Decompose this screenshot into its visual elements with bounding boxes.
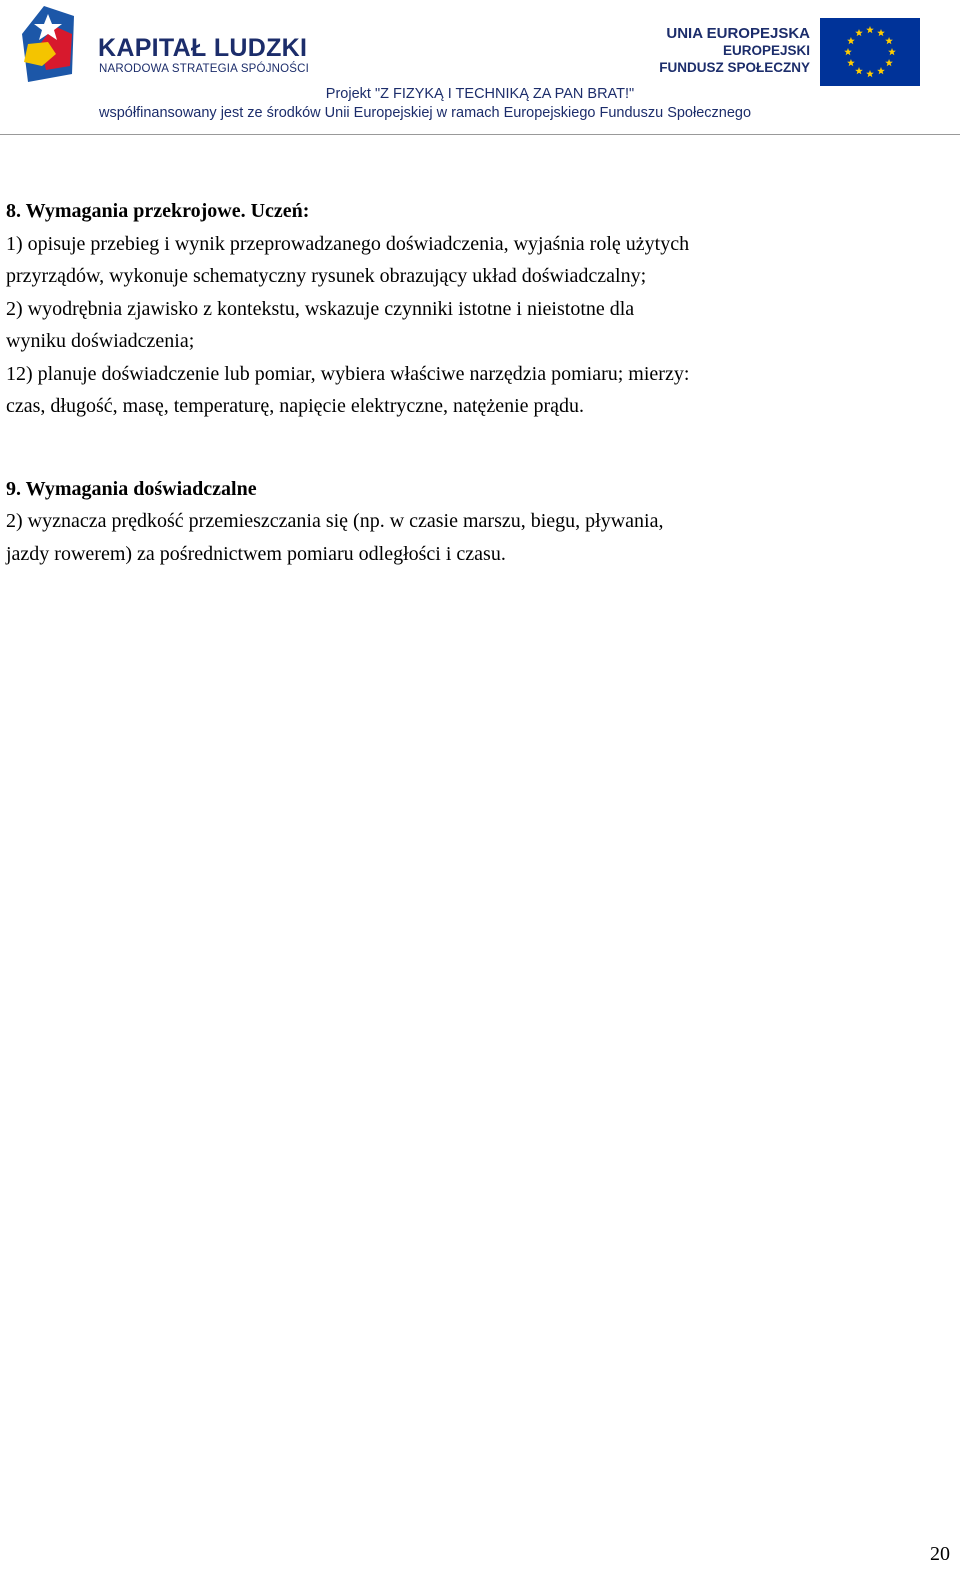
- section-8-line: 2) wyodrębnia zjawisko z kontekstu, wskazuje czynniki istotne i nieistotne dla: [6, 297, 635, 320]
- section-8-line: wyniku doświadczenia;: [6, 330, 195, 352]
- project-title: Projekt "Z FIZYKĄ I TECHNIKĄ ZA PAN BRAT!": [325, 86, 635, 102]
- cofinancing-note: współfinansowany jest ze środków Unii Europejskiej w ramach Europejskiego Funduszu Społecznego: [99, 105, 752, 121]
- section-8-line: 12) planuje doświadczenie lub pomiar, wybiera właściwe narzędzia pomiaru; mierzy:: [6, 362, 690, 385]
- section-9-line: jazdy rowerem) za pośrednictwem pomiaru odległości i czasu.: [6, 542, 506, 565]
- page-header: [0, 0, 960, 138]
- section-8-line: czas, długość, masę, temperaturę, napięcie elektryczne, natężenie prądu.: [6, 395, 585, 417]
- kapital-ludzki-subtitle: NARODOWA STRATEGIA SPÓJNOŚCI: [99, 63, 310, 75]
- header-divider: [0, 134, 960, 135]
- eu-label: [659, 25, 810, 76]
- section-8-line: 1) opisuje przebieg i wynik przeprowadzanego doświadczenia, wyjaśnia rolę użytych: [6, 232, 690, 255]
- eu-label-line2: EUROPEJSKI: [722, 43, 810, 58]
- section-8-line: przyrządów, wykonuje schematyczny rysunek obrazujący układ doświadczalny;: [6, 265, 647, 287]
- eu-label-line3: FUNDUSZ SPOŁECZNY: [659, 60, 810, 75]
- kapital-ludzki-title: KAPITAŁ LUDZKI: [98, 34, 308, 62]
- section-title-8: 8. Wymagania przekrojowe. Uczeń:: [6, 200, 310, 222]
- document-body: [6, 195, 951, 570]
- kapital-ludzki-logo: [14, 4, 84, 84]
- page-number: 20: [930, 1543, 950, 1565]
- section-9-line: 2) wyznacza prędkość przemieszczania się (np. w czasie marszu, biegu, pływania,: [6, 510, 664, 532]
- eu-label-line1: UNIA EUROPEJSKA: [666, 25, 810, 42]
- eu-flag-icon: [820, 18, 920, 86]
- section-spacer: [6, 423, 951, 473]
- section-title-9: 9. Wymagania doświadczalne: [6, 477, 257, 500]
